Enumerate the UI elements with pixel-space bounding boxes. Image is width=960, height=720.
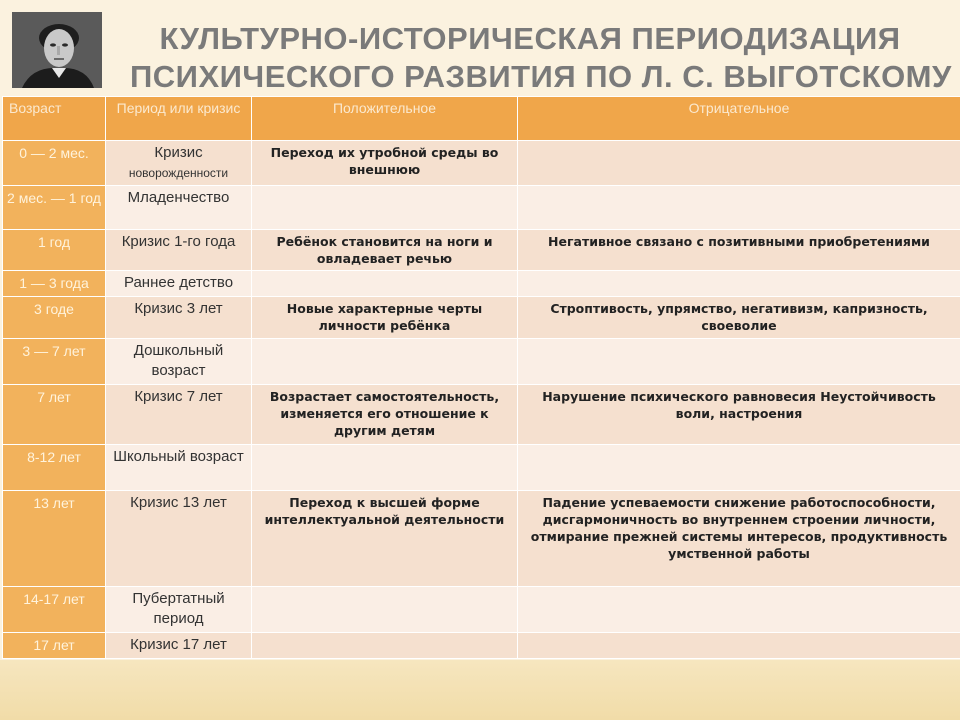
- cell-negative: [518, 587, 960, 633]
- cell-period-sub: новорожденности: [128, 166, 229, 180]
- cell-age: 0 — 2 мес.: [3, 141, 106, 186]
- cell-negative: [518, 445, 960, 491]
- cell-negative: Падение успеваемости снижение работоспособности, дисгармоничность во внутреннем строении личности, отмирание прежней системы интересов, продуктивность умственной работы: [518, 491, 960, 587]
- title-line-2: ПСИХИЧЕСКОГО РАЗВИТИЯ ПО Л. С. ВЫГОТСКОМУ: [130, 59, 952, 94]
- cell-negative: [518, 186, 960, 230]
- cell-period-main: Кризис: [154, 144, 203, 161]
- table-row: [3, 445, 960, 491]
- cell-period: Кризис 13 лет: [106, 491, 252, 587]
- cell-age: 14-17 лет: [3, 587, 106, 633]
- header-period: Период или кризис: [106, 97, 252, 141]
- cell-negative: [518, 271, 960, 297]
- table-row: [3, 633, 960, 659]
- header-negative: Отрицательное: [518, 97, 960, 141]
- cell-negative: Негативное связано с позитивными приобретениями: [518, 230, 960, 271]
- cell-age: 8-12 лет: [3, 445, 106, 491]
- table-row: [3, 587, 960, 633]
- page-title: [130, 20, 952, 96]
- footer-band: [0, 660, 960, 720]
- portrait-photo: [12, 12, 102, 88]
- cell-positive: Переход их утробной среды во внешнюю: [252, 141, 518, 186]
- header-age: Возраст: [3, 97, 106, 141]
- table-row: [3, 297, 960, 339]
- cell-positive: Ребёнок становится на ноги и овладевает речью: [252, 230, 518, 271]
- periodization-table: [2, 96, 960, 659]
- cell-age: 1 — 3 года: [3, 271, 106, 297]
- cell-positive: [252, 445, 518, 491]
- cell-positive: Возрастает самостоятельность, изменяется его отношение к другим детям: [252, 385, 518, 445]
- cell-negative: Нарушение психического равновесия Неустойчивость воли, настроения: [518, 385, 960, 445]
- cell-period: Школьный возраст: [106, 445, 252, 491]
- cell-negative: [518, 339, 960, 385]
- cell-age: 3 годе: [3, 297, 106, 339]
- table-row: [3, 230, 960, 271]
- table-row: [3, 186, 960, 230]
- header-positive: Положительное: [252, 97, 518, 141]
- cell-period: Раннее детство: [106, 271, 252, 297]
- table-row: [3, 141, 960, 186]
- cell-positive: [252, 271, 518, 297]
- cell-negative: [518, 141, 960, 186]
- title-line-1: КУЛЬТУРНО-ИСТОРИЧЕСКАЯ ПЕРИОДИЗАЦИЯ: [159, 21, 901, 56]
- cell-age: 7 лет: [3, 385, 106, 445]
- cell-period: Дошкольный возраст: [106, 339, 252, 385]
- cell-age: 2 мес. — 1 год: [3, 186, 106, 230]
- cell-age: 17 лет: [3, 633, 106, 659]
- cell-age: 3 — 7 лет: [3, 339, 106, 385]
- cell-positive: Новые характерные черты личности ребёнка: [252, 297, 518, 339]
- cell-positive: Переход к высшей форме интеллектуальной деятельности: [252, 491, 518, 587]
- table-row: [3, 339, 960, 385]
- portrait-icon: [12, 12, 102, 88]
- cell-period: Кризис 3 лет: [106, 297, 252, 339]
- table-row: [3, 491, 960, 587]
- cell-period: Пубертатный период: [106, 587, 252, 633]
- cell-positive: [252, 186, 518, 230]
- cell-period: Кризис 7 лет: [106, 385, 252, 445]
- cell-positive: [252, 633, 518, 659]
- table-row: [3, 271, 960, 297]
- cell-positive: [252, 339, 518, 385]
- cell-age: 13 лет: [3, 491, 106, 587]
- cell-negative: [518, 633, 960, 659]
- cell-age: 1 год: [3, 230, 106, 271]
- cell-period: [106, 141, 252, 186]
- cell-positive: [252, 587, 518, 633]
- cell-period: Кризис 1-го года: [106, 230, 252, 271]
- table-header-row: [3, 97, 960, 141]
- table-row: [3, 385, 960, 445]
- cell-negative: Строптивость, упрямство, негативизм, капризность, своеволие: [518, 297, 960, 339]
- cell-period: Младенчество: [106, 186, 252, 230]
- cell-period: Кризис 17 лет: [106, 633, 252, 659]
